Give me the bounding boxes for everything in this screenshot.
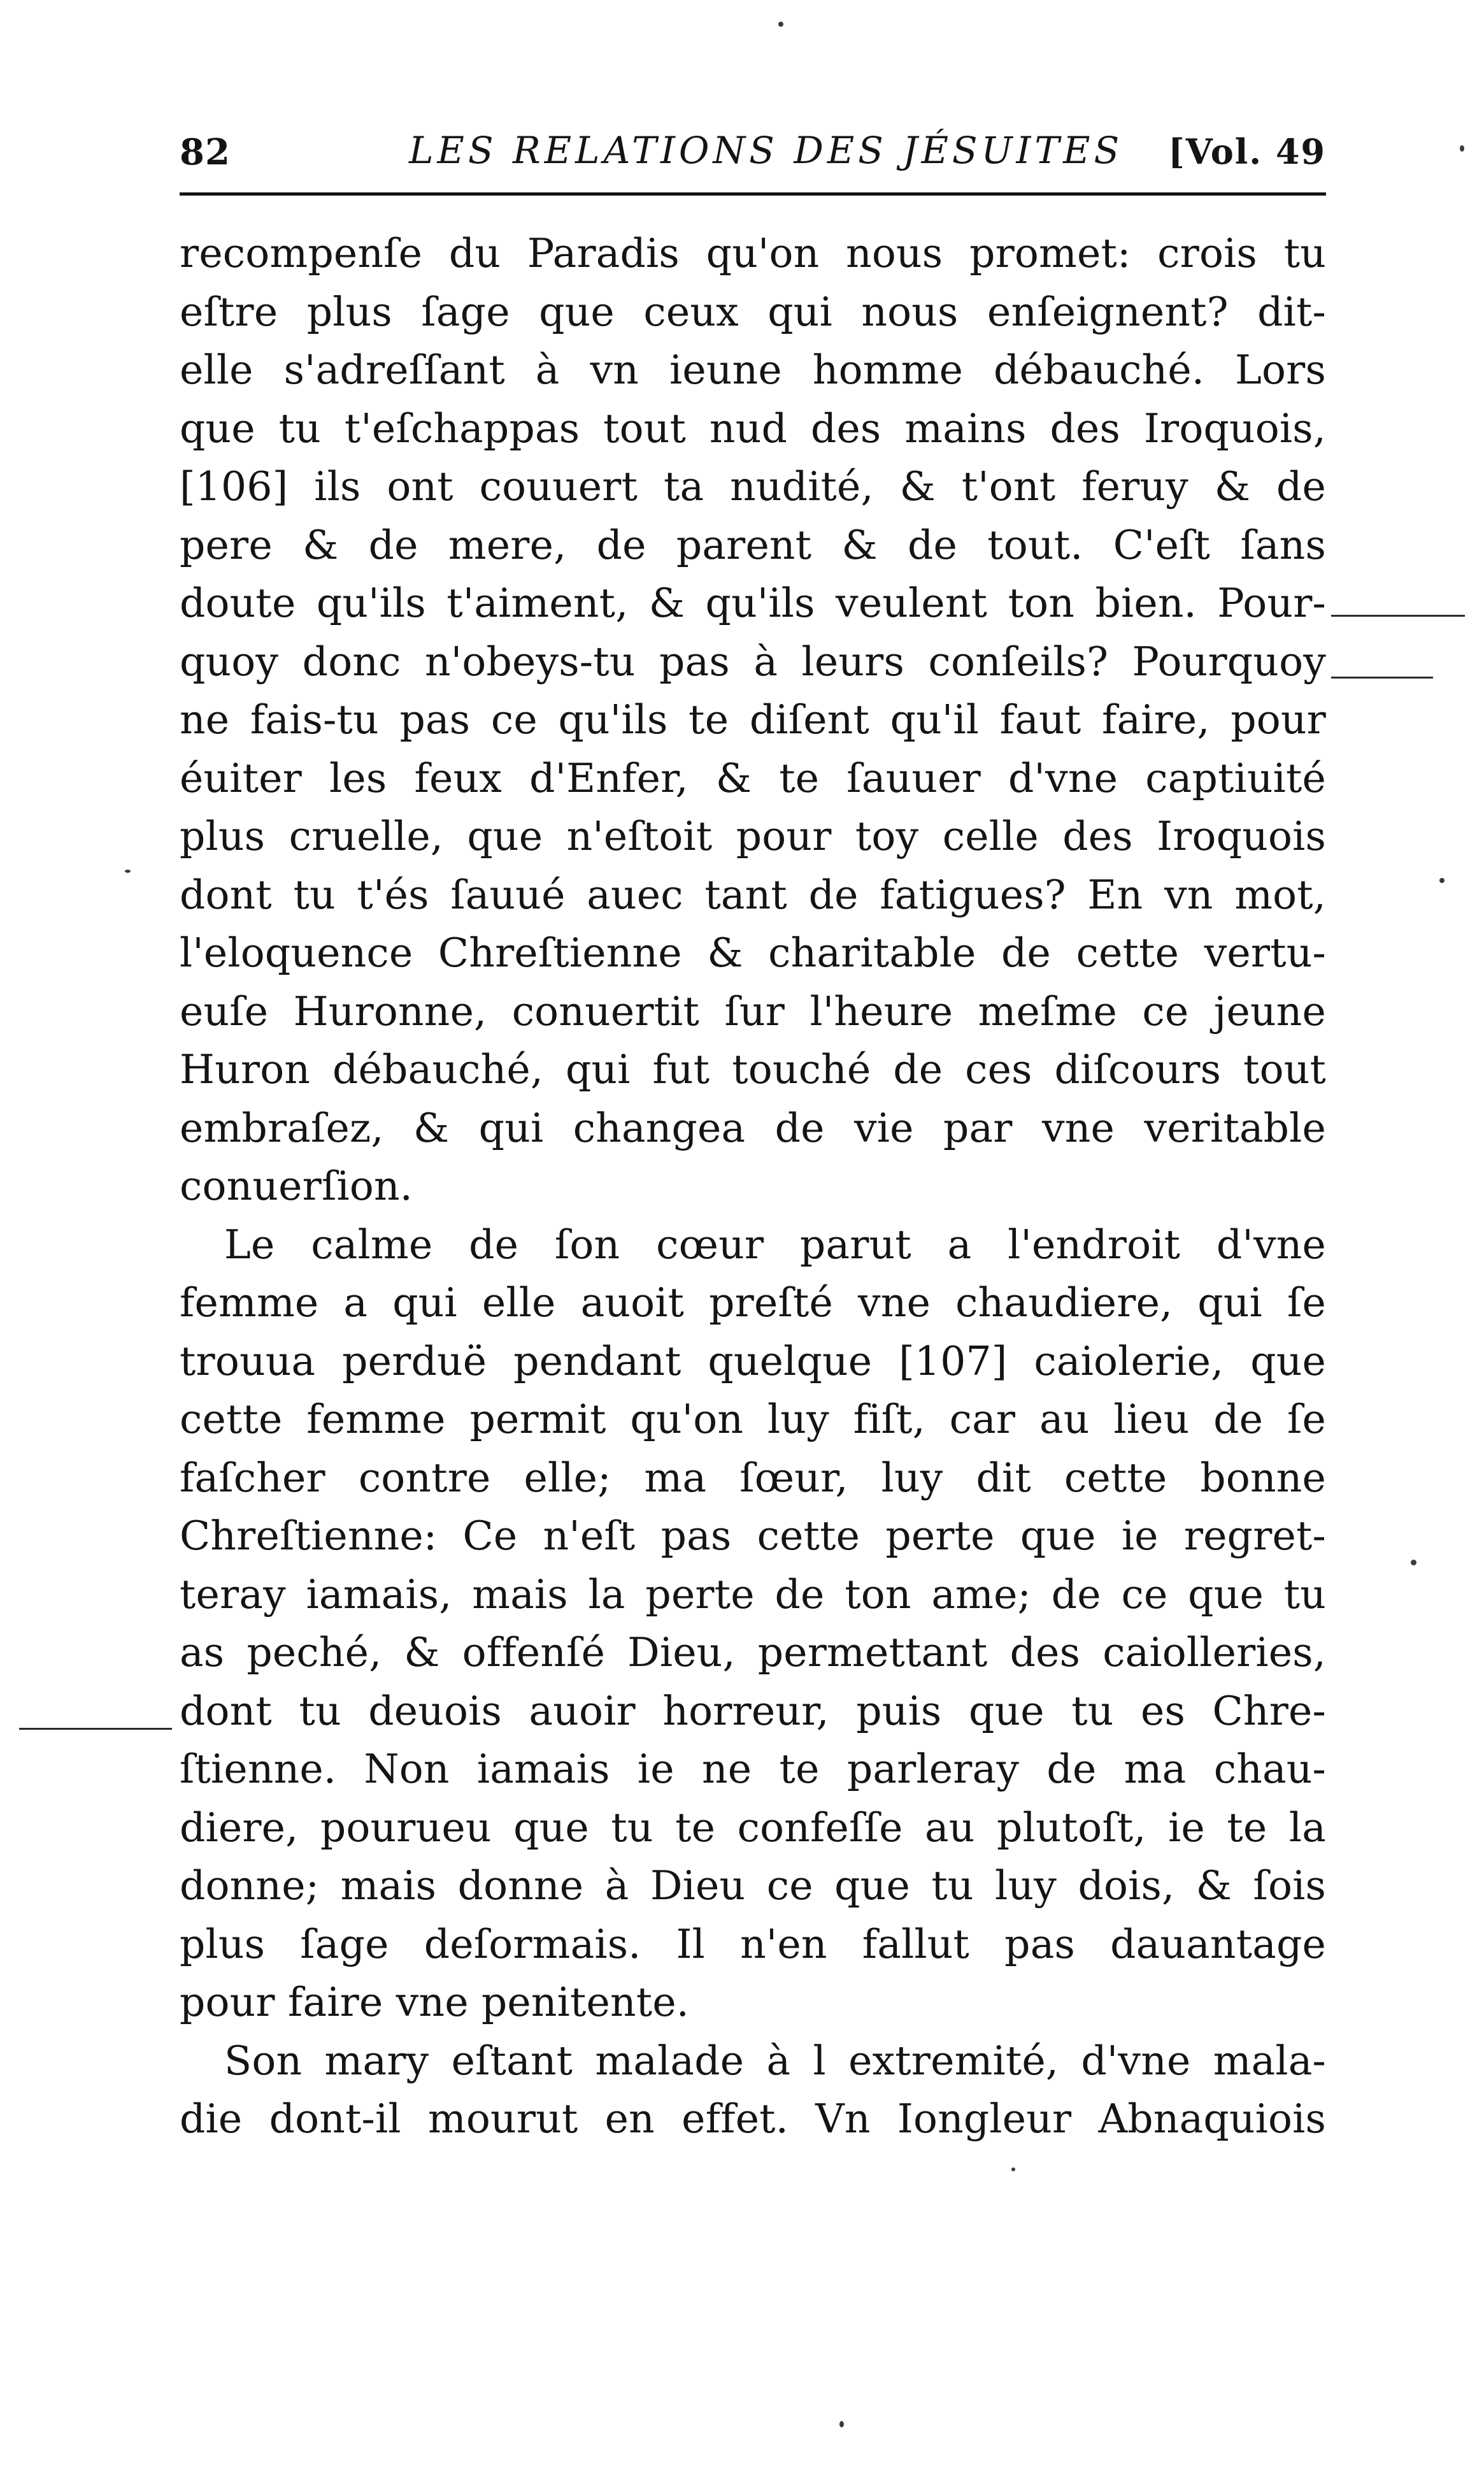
text-line: pere & de mere, de parent & de tout. C'eſt ſans xyxy=(180,521,1326,568)
paragraph-start-line: Son mary eſtant malade à l extremité, d'vne mala- xyxy=(224,2037,1326,2084)
text-line: dont tu deuois auoir horreur, puis que tu es Chre- xyxy=(180,1687,1326,1734)
scan-speck xyxy=(1460,145,1464,152)
text-line: die dont-il mourut en effet. Vn Iongleur Abnaquiois xyxy=(180,2095,1326,2142)
text-line: quoy donc n'obeys-tu pas à leurs conſeils? Pourquoy xyxy=(180,638,1326,685)
text-line: elle s'adreſſant à vn ieune homme débauché. Lors xyxy=(180,347,1326,393)
running-title: LES RELATIONS DES JÉSUITES xyxy=(409,129,1124,172)
text-line: diere, pourueu que tu te confeſſe au plutoſt, ie te la xyxy=(180,1804,1326,1851)
scan-stroke xyxy=(1331,677,1433,679)
scan-stroke xyxy=(19,1728,172,1730)
scan-speck xyxy=(1411,1560,1416,1565)
text-line: teray iamais, mais la perte de ton ame; de ce que tu xyxy=(180,1570,1326,1618)
text-line: embraſez, & qui changea de vie par vne veritable xyxy=(180,1104,1326,1151)
text-line: eſtre plus ſage que ceux qui nous enſeignent? dit- xyxy=(180,288,1326,335)
volume-label: [Vol. 49 xyxy=(1168,131,1326,172)
text-line: plus ſage deſormais. Il n'en fallut pas dauantage xyxy=(180,1920,1326,1967)
text-line: [106] ils ont couuert ta nudité, & t'ont feruy & de xyxy=(180,463,1326,510)
page-number: 82 xyxy=(180,131,231,173)
running-head xyxy=(180,120,1326,177)
scan-speck xyxy=(839,2421,844,2427)
scan-stroke xyxy=(1331,615,1465,617)
text-line: ſtienne. Non iamais ie ne te parleray de ma chau- xyxy=(180,1746,1326,1792)
text-line: Huron débauché, qui fut touché de ces diſcours tout xyxy=(180,1046,1326,1093)
text-line: que tu t'eſchappas tout nud des mains des Iroquois, xyxy=(180,405,1326,452)
text-line: euſe Huronne, conuertit ſur l'heure meſme ce jeune xyxy=(180,988,1326,1035)
text-line: éuiter les feux d'Enfer, & te ſauuer d'vne captiuité xyxy=(180,754,1326,801)
text-line: plus cruelle, que n'eſtoit pour toy celle des Iroquois xyxy=(180,813,1326,859)
scan-speck xyxy=(125,870,131,873)
body-text xyxy=(180,224,1326,2148)
scan-speck xyxy=(778,22,783,27)
text-line: cette femme permit qu'on luy fiſt, car au lieu de ſe xyxy=(180,1396,1326,1442)
text-line: pour faire vne penitente. xyxy=(180,1979,690,2025)
text-line: doute qu'ils t'aiment, & qu'ils veulent ton bien. Pour- xyxy=(180,580,1326,626)
text-line: dont tu t'és ſauué auec tant de fatigues? En vn mot, xyxy=(180,871,1326,918)
text-line: donne; mais donne à Dieu ce que tu luy dois, & ſois xyxy=(180,1862,1326,1909)
text-line: conuerſion. xyxy=(180,1163,413,1209)
text-line: recompenſe du Paradis qu'on nous promet: crois tu xyxy=(180,230,1326,277)
text-line: ne fais-tu pas ce qu'ils te diſent qu'il faut faire, pour xyxy=(180,696,1326,743)
text-line: femme a qui elle auoit preſté vne chaudiere, qui ſe xyxy=(180,1279,1326,1326)
text-line: as peché, & offenſé Dieu, permettant des caiolleries, xyxy=(180,1629,1326,1676)
paragraph-start-line: Le calme de ſon cœur parut a l'endroit d'vne xyxy=(224,1221,1326,1268)
text-line: Chreſtienne: Ce n'eſt pas cette perte que ie regret- xyxy=(180,1512,1326,1559)
header-rule xyxy=(180,192,1326,196)
text-line: trouua perduë pendant quelque [107] caiolerie, que xyxy=(180,1337,1326,1384)
text-line: l'eloquence Chreſtienne & charitable de cette vertu- xyxy=(180,930,1326,976)
text-line: faſcher contre elle; ma ſœur, luy dit cette bonne xyxy=(180,1454,1326,1501)
scan-speck xyxy=(1439,878,1445,883)
scan-speck xyxy=(1011,2167,1015,2171)
